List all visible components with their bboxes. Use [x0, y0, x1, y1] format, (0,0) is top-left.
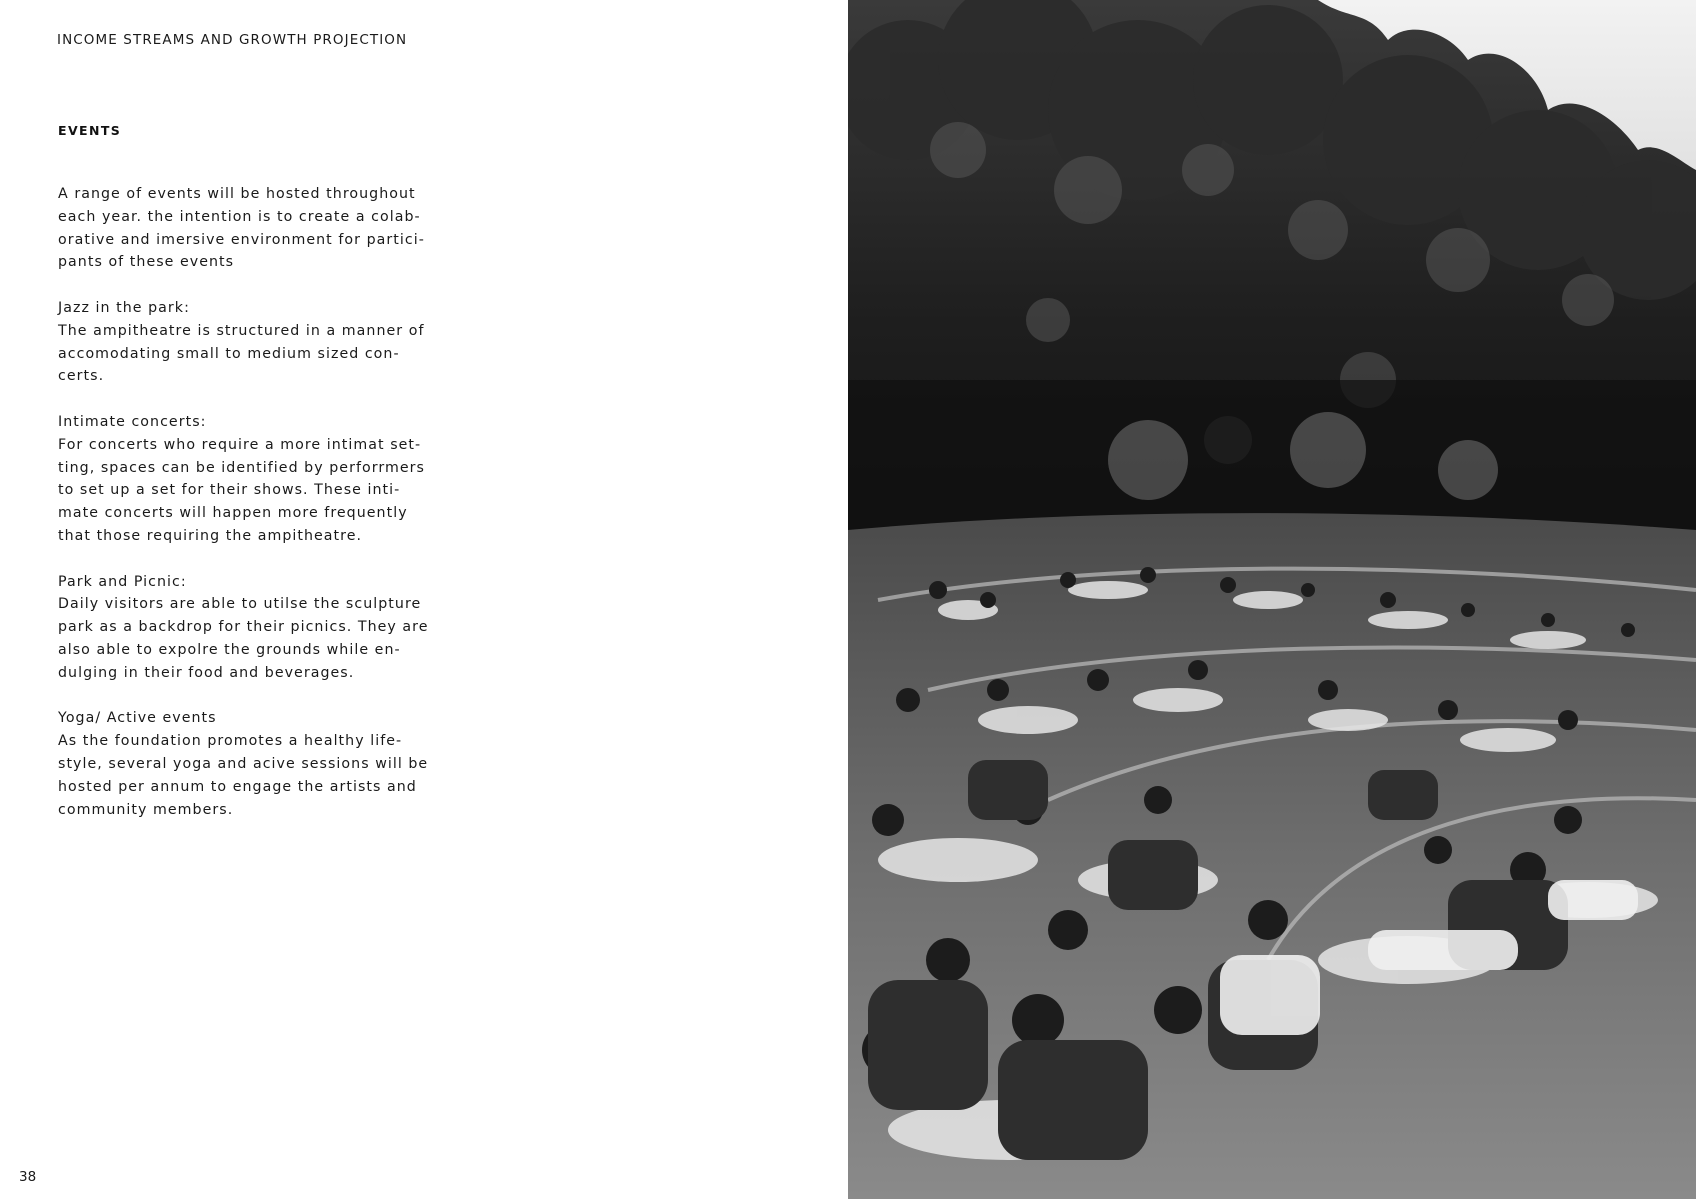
running-header: INCOME STREAMS AND GROWTH PROJECTION: [57, 32, 408, 48]
intro-line: A range of events will be hosted throughout: [58, 186, 416, 202]
event-line: Daily visitors are able to utilse the sculpture: [58, 596, 422, 613]
event-line: As the foundation promotes a healthy life-: [58, 733, 403, 750]
intro-paragraph: [58, 183, 428, 274]
intro-line: orative and imersive environment for partici-: [58, 231, 425, 248]
event-yoga-active: [58, 707, 428, 821]
event-line: that those requiring the ampitheatre.: [58, 527, 363, 544]
event-line: For concerts who require a more intimat set-: [58, 436, 422, 453]
event-line: dulging in their food and beverages.: [58, 664, 355, 681]
event-line: hosted per annum to engage the artists and: [58, 778, 417, 795]
event-line: The ampitheatre is structured in a manner of: [58, 322, 425, 339]
event-photo: [848, 0, 1696, 1199]
page-number: 38: [19, 1169, 37, 1185]
event-line: style, several yoga and acive sessions will be: [58, 755, 429, 772]
event-line: park as a backdrop for their picnics. They are: [58, 619, 429, 636]
event-heading: Yoga/ Active events: [58, 710, 217, 727]
event-line: also able to expolre the grounds while en-: [58, 641, 401, 658]
event-line: ting, spaces can be identified by perforrmers: [58, 459, 425, 476]
event-heading: Park and Picnic:: [58, 573, 187, 590]
intro-line: each year. the intention is to create a colab-: [58, 208, 421, 225]
event-line: mate concerts will happen more frequently: [58, 505, 408, 522]
event-line: community members.: [58, 801, 234, 818]
section-title: EVENTS: [58, 123, 122, 138]
amphitheatre-crowd-photo: [848, 0, 1696, 1199]
event-line: certs.: [58, 368, 105, 385]
body-text: [58, 183, 428, 844]
event-jazz-in-the-park: [58, 297, 428, 388]
event-line: to set up a set for their shows. These inti-: [58, 482, 401, 499]
intro-line: pants of these events: [58, 254, 235, 271]
event-line: accomodating small to medium sized con-: [58, 345, 400, 362]
event-park-and-picnic: [58, 571, 428, 685]
event-intimate-concerts: [58, 411, 428, 548]
event-heading: Jazz in the park:: [58, 299, 190, 316]
event-heading: Intimate concerts:: [58, 413, 207, 430]
